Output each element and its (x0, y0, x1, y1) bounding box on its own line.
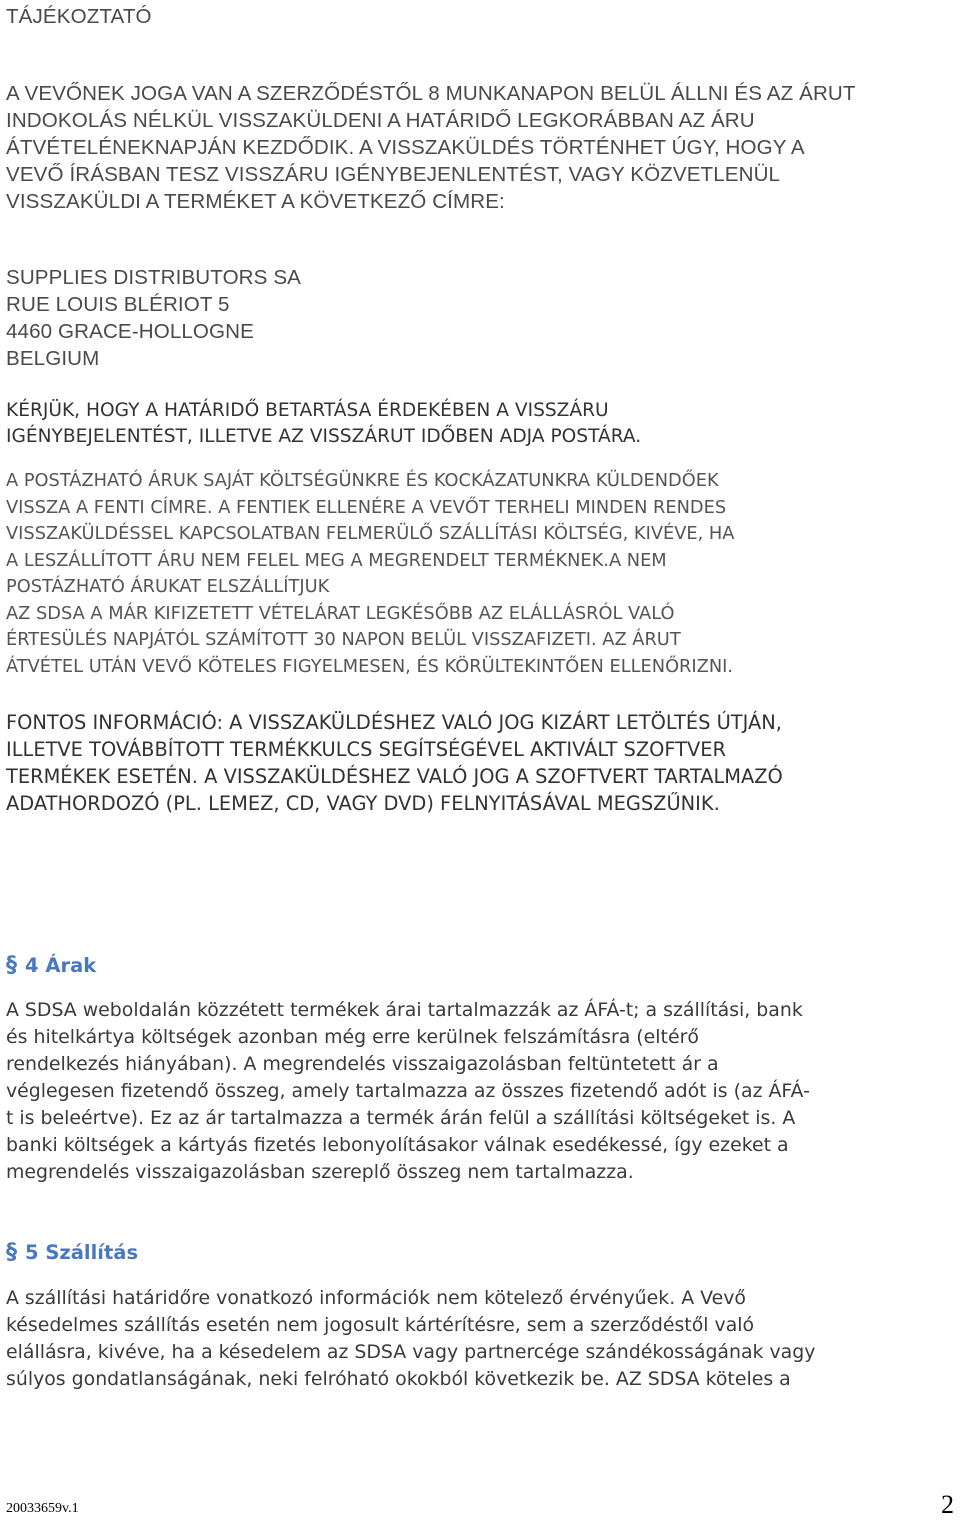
notice-line: VEVŐ ÍRÁSBAN TESZ VISSZÁRU IGÉNYBEJENLENTÉST, VAGY KÖZVETLENÜL (6, 163, 781, 186)
prices-paragraph (6, 997, 810, 1186)
prices-line: A SDSA weboldalán közzétett termékek árai tartalmazzák az ÁFÁ-t; a szállítási, bank (6, 999, 803, 1021)
prices-line: t is beleértve). Ez az ár tartalmazza a termék árán felül a szállítási költségeket is. A (6, 1107, 796, 1129)
prices-line: véglegesen fizetendő összeg, amely tartalmazza az összes fizetendő adót is (az ÁFÁ- (6, 1080, 810, 1102)
important-line: ILLETVE TOVÁBBÍTOTT TERMÉKKULCS SEGÍTSÉGÉVEL AKTIVÁLT SZOFTVER (6, 738, 727, 761)
section-heading-shipping (6, 1240, 138, 1265)
address-line: SUPPLIES DISTRIBUTORS SA (6, 266, 301, 289)
shipping-line: késedelmes szállítás esetén nem jogosult kártérítésre, sem a szerződéstől való (6, 1314, 755, 1336)
request-line: KÉRJÜK, HOGY A HATÁRIDŐ BETARTÁSA ÉRDEKÉBEN A VISSZÁRU (6, 400, 609, 421)
address-line: 4460 GRACE-HOLLOGNE (6, 320, 254, 343)
page-number: 2 (941, 1490, 954, 1519)
terms-line: A POSTÁZHATÓ ÁRUK SAJÁT KÖLTSÉGÜNKRE ÉS KOCKÁZATUNKRA KÜLDENDŐEK (6, 470, 719, 491)
terms-line: AZ SDSA A MÁR KIFIZETETT VÉTELÁRAT LEGKÉSŐBB AZ ELÁLLÁSRÓL VALÓ (6, 602, 675, 624)
terms-line: ÉRTESÜLÉS NAPJÁTÓL SZÁMÍTOTT 30 NAPON BELÜL VISSZAFIZETI. AZ ÁRUT (6, 629, 681, 650)
shipping-paragraph (6, 1285, 815, 1393)
notice-line: INDOKOLÁS NÉLKÜL VISSZAKÜLDENI A HATÁRIDŐ LEGKORÁBBAN AZ ÁRU (6, 109, 755, 132)
prices-line: megrendelés visszaigazolásban szereplő összeg nem tartalmazza. (6, 1161, 634, 1183)
notice-line: A VEVŐNEK JOGA VAN A SZERZŐDÉSTŐL 8 MUNKANAPON BELÜL ÁLLNI ÉS AZ ÁRUT (6, 82, 856, 105)
terms-line: POSTÁZHATÓ ÁRUKAT ELSZÁLLÍTJUK (6, 576, 330, 597)
address-line: RUE LOUIS BLÉRIOT 5 (6, 293, 230, 316)
section-symbol-icon: § (6, 953, 17, 978)
return-notice-paragraph (6, 80, 856, 215)
important-line: ADATHORDOZÓ (PL. LEMEZ, CD, VAGY DVD) FELNYITÁSÁVAL MEGSZŰNIK. (6, 792, 720, 815)
shipping-line: elállásra, kivéve, ha a késedelem az SDSA vagy partnercége szándékosságának vagy (6, 1341, 816, 1363)
prices-line: banki költségek a kártyás fizetés lebonyolításakor válnak esedékessé, így ezeket a (6, 1134, 789, 1156)
section-heading-prices (6, 953, 96, 978)
shipping-line: A szállítási határidőre vonatkozó információk nem kötelező érvényűek. A Vevő (6, 1287, 746, 1309)
prices-line: és hitelkártya költségek azonban még erre kerülnek felszámításra (eltérő (6, 1026, 699, 1048)
page-title (6, 3, 152, 30)
shipping-line: súlyos gondatlanságának, neki felróható okokból következik be. AZ SDSA köteles a (6, 1368, 791, 1390)
return-address (6, 264, 301, 372)
address-line: BELGIUM (6, 347, 100, 370)
notice-line: ÁTVÉTELÉNEKNAPJÁN KEZDŐDIK. A VISSZAKÜLDÉS TÖRTÉNHET ÚGY, HOGY A (6, 136, 805, 159)
section-heading-text: 5 Szállítás (25, 1241, 139, 1264)
request-line: IGÉNYBEJELENTÉST, ILLETVE AZ VISSZÁRUT IDŐBEN ADJA POSTÁRA. (6, 426, 642, 447)
important-line: TERMÉKEK ESETÉN. A VISSZAKÜLDÉSHEZ VALÓ JOG A SZOFTVERT TARTALMAZÓ (6, 765, 783, 788)
notice-line: VISSZAKÜLDI A TERMÉKET A KÖVETKEZŐ CÍMRE: (6, 190, 505, 213)
document-id: 20033659v.1 (6, 1501, 79, 1516)
return-terms-paragraph (6, 468, 734, 680)
terms-line: VISSZAKÜLDÉSSEL KAPCSOLATBAN FELMERÜLŐ SZÁLLÍTÁSI KÖLTSÉG, KIVÉVE, HA (6, 523, 735, 544)
terms-line: A LESZÁLLÍTOTT ÁRU NEM FELEL MEG A MEGRENDELT TERMÉKNEK.A NEM (6, 549, 667, 571)
title-text: TÁJÉKOZTATÓ (6, 5, 152, 28)
section-symbol-icon: § (6, 1240, 17, 1265)
prices-line: rendelkezés hiányában). A megrendelés visszaigazolásban feltüntetett ár a (6, 1053, 719, 1075)
terms-line: ÁTVÉTEL UTÁN VEVŐ KÖTELES FIGYELMESEN, ÉS KÖRÜLTEKINTŐEN ELLENŐRIZNI. (6, 655, 734, 677)
important-line: FONTOS INFORMÁCIÓ: A VISSZAKÜLDÉSHEZ VALÓ JOG KIZÁRT LETÖLTÉS ÚTJÁN, (6, 711, 782, 734)
terms-line: VISSZA A FENTI CÍMRE. A FENTIEK ELLENÉRE A VEVŐT TERHELI MINDEN RENDES (6, 496, 727, 518)
deadline-request (6, 398, 641, 450)
section-heading-text: 4 Árak (25, 954, 97, 977)
important-info-paragraph (6, 709, 783, 817)
